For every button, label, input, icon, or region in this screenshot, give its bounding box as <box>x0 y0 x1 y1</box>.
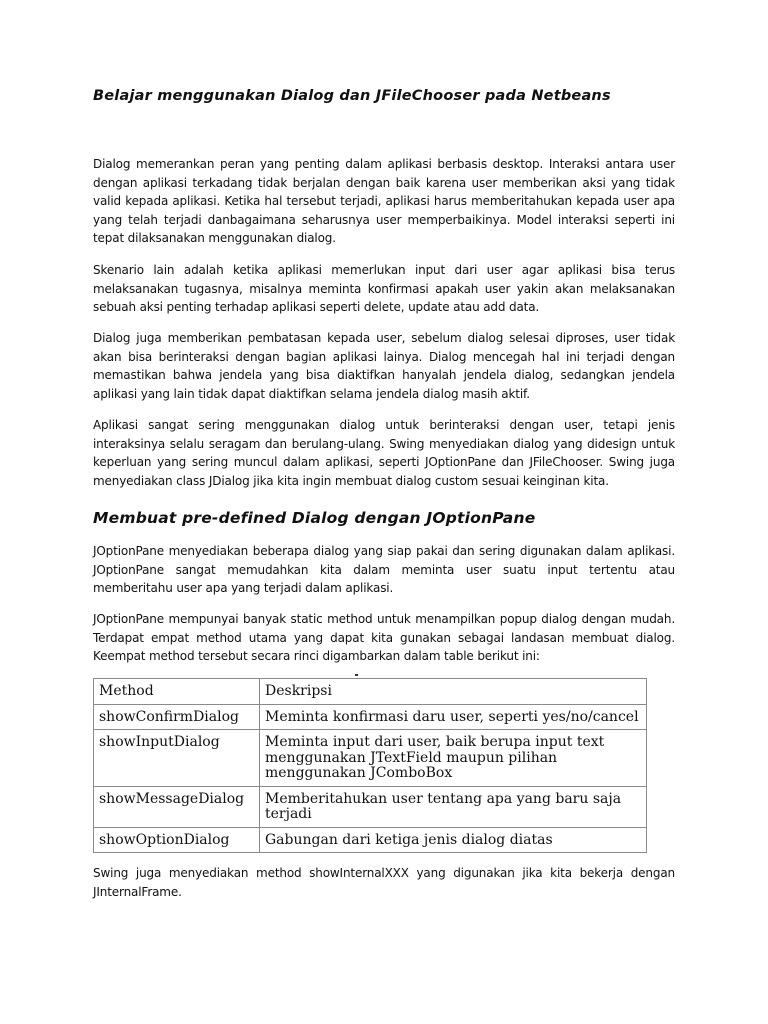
table-row <box>94 704 647 730</box>
table-cell-method: showInputDialog <box>94 730 260 787</box>
table-header-description: Deskripsi <box>260 679 647 705</box>
closing-paragraph: Swing juga menyediakan method showInternalXXX yang digunakan jika kita bekerja dengan JInternalFrame. <box>93 866 675 899</box>
method-table-wrapper <box>93 678 647 853</box>
intro-paragraph-1: Dialog memerankan peran yang penting dalam aplikasi berbasis desktop. Interaksi antara user dengan aplikasi terkadang tidak berjalan dengan baik karena user memberikan aksi yang tidak valid kepada aplikasi. Ketika hal tersebut terjadi, aplikasi harus memberitahukan kepada user apa yang telah terjadi danbagaimana seharusnya user memperbaikinya. Model interaksi seperti ini tepat dilaksanakan menggunakan dialog. <box>93 157 675 246</box>
section-paragraph-1: JOptionPane menyediakan beberapa dialog yang siap pakai dan sering digunakan dalam aplikasi. JOptionPane sangat memudahkan kita dalam meminta user suatu input tertentu atau memberitahu user apa yang terjadi dalam aplikasi. <box>93 544 675 596</box>
stray-mark <box>355 674 358 676</box>
table-row <box>94 827 647 853</box>
table-cell-description: Memberitahukan user tentang apa yang baru saja terjadi <box>260 786 647 827</box>
table-header-method: Method <box>94 679 260 705</box>
section-paragraph-2: JOptionPane mempunyai banyak static method untuk menampilkan popup dialog dengan mudah. Terdapat empat method utama yang dapat kita gunakan sebagai landasan membuat dialog. Keempat method tersebut secara rinci digambarkan dalam table berikut ini: <box>93 612 675 664</box>
table-cell-method: showOptionDialog <box>94 827 260 853</box>
table-row <box>94 730 647 787</box>
intro-paragraph-3: Dialog juga memberikan pembatasan kepada user, sebelum dialog selesai diproses, user tidak akan bisa berinteraksi dengan bagian aplikasi lainya. Dialog mencegah hal ini terjadi dengan memastikan bahwa jendela yang bisa diaktifkan hanyalah jendela dialog, sedangkan jendela aplikasi yang lain tidak dapat diaktifkan selama jendela dialog masih aktif. <box>93 331 675 401</box>
table-row <box>94 786 647 827</box>
method-table <box>93 678 647 853</box>
table-cell-description: Meminta input dari user, baik berupa input text menggunakan JTextField maupun pilihan menggunakan JComboBox <box>260 730 647 787</box>
intro-paragraph-2: Skenario lain adalah ketika aplikasi memerlukan input dari user agar aplikasi bisa terus melaksanakan tugasnya, misalnya meminta konfirmasi apakah user yakin akan melaksanakan sebuah aksi penting terhadap aplikasi seperti delete, update atau add data. <box>93 263 675 315</box>
table-header-row <box>94 679 647 705</box>
section-heading: Membuat pre-defined Dialog dengan JOptionPane <box>93 509 536 527</box>
intro-paragraph-4: Aplikasi sangat sering menggunakan dialog untuk berinteraksi dengan user, tetapi jenis interaksinya selalu seragam dan berulang-ulang. Swing menyediakan dialog yang didesign untuk keperluan yang sering muncul dalam aplikasi, seperti JOptionPane dan JFileChooser. Swing juga menyediakan class JDialog jika kita ingin membuat dialog custom sesuai keinginan kita. <box>93 418 675 488</box>
document-title: Belajar menggunakan Dialog dan JFileChooser pada Netbeans <box>93 88 611 104</box>
table-cell-method: showMessageDialog <box>94 786 260 827</box>
table-cell-description: Gabungan dari ketiga jenis dialog diatas <box>260 827 647 853</box>
document-page <box>93 0 675 1024</box>
table-cell-method: showConfirmDialog <box>94 704 260 730</box>
table-cell-description: Meminta konfirmasi daru user, seperti yes/no/cancel <box>260 704 647 730</box>
